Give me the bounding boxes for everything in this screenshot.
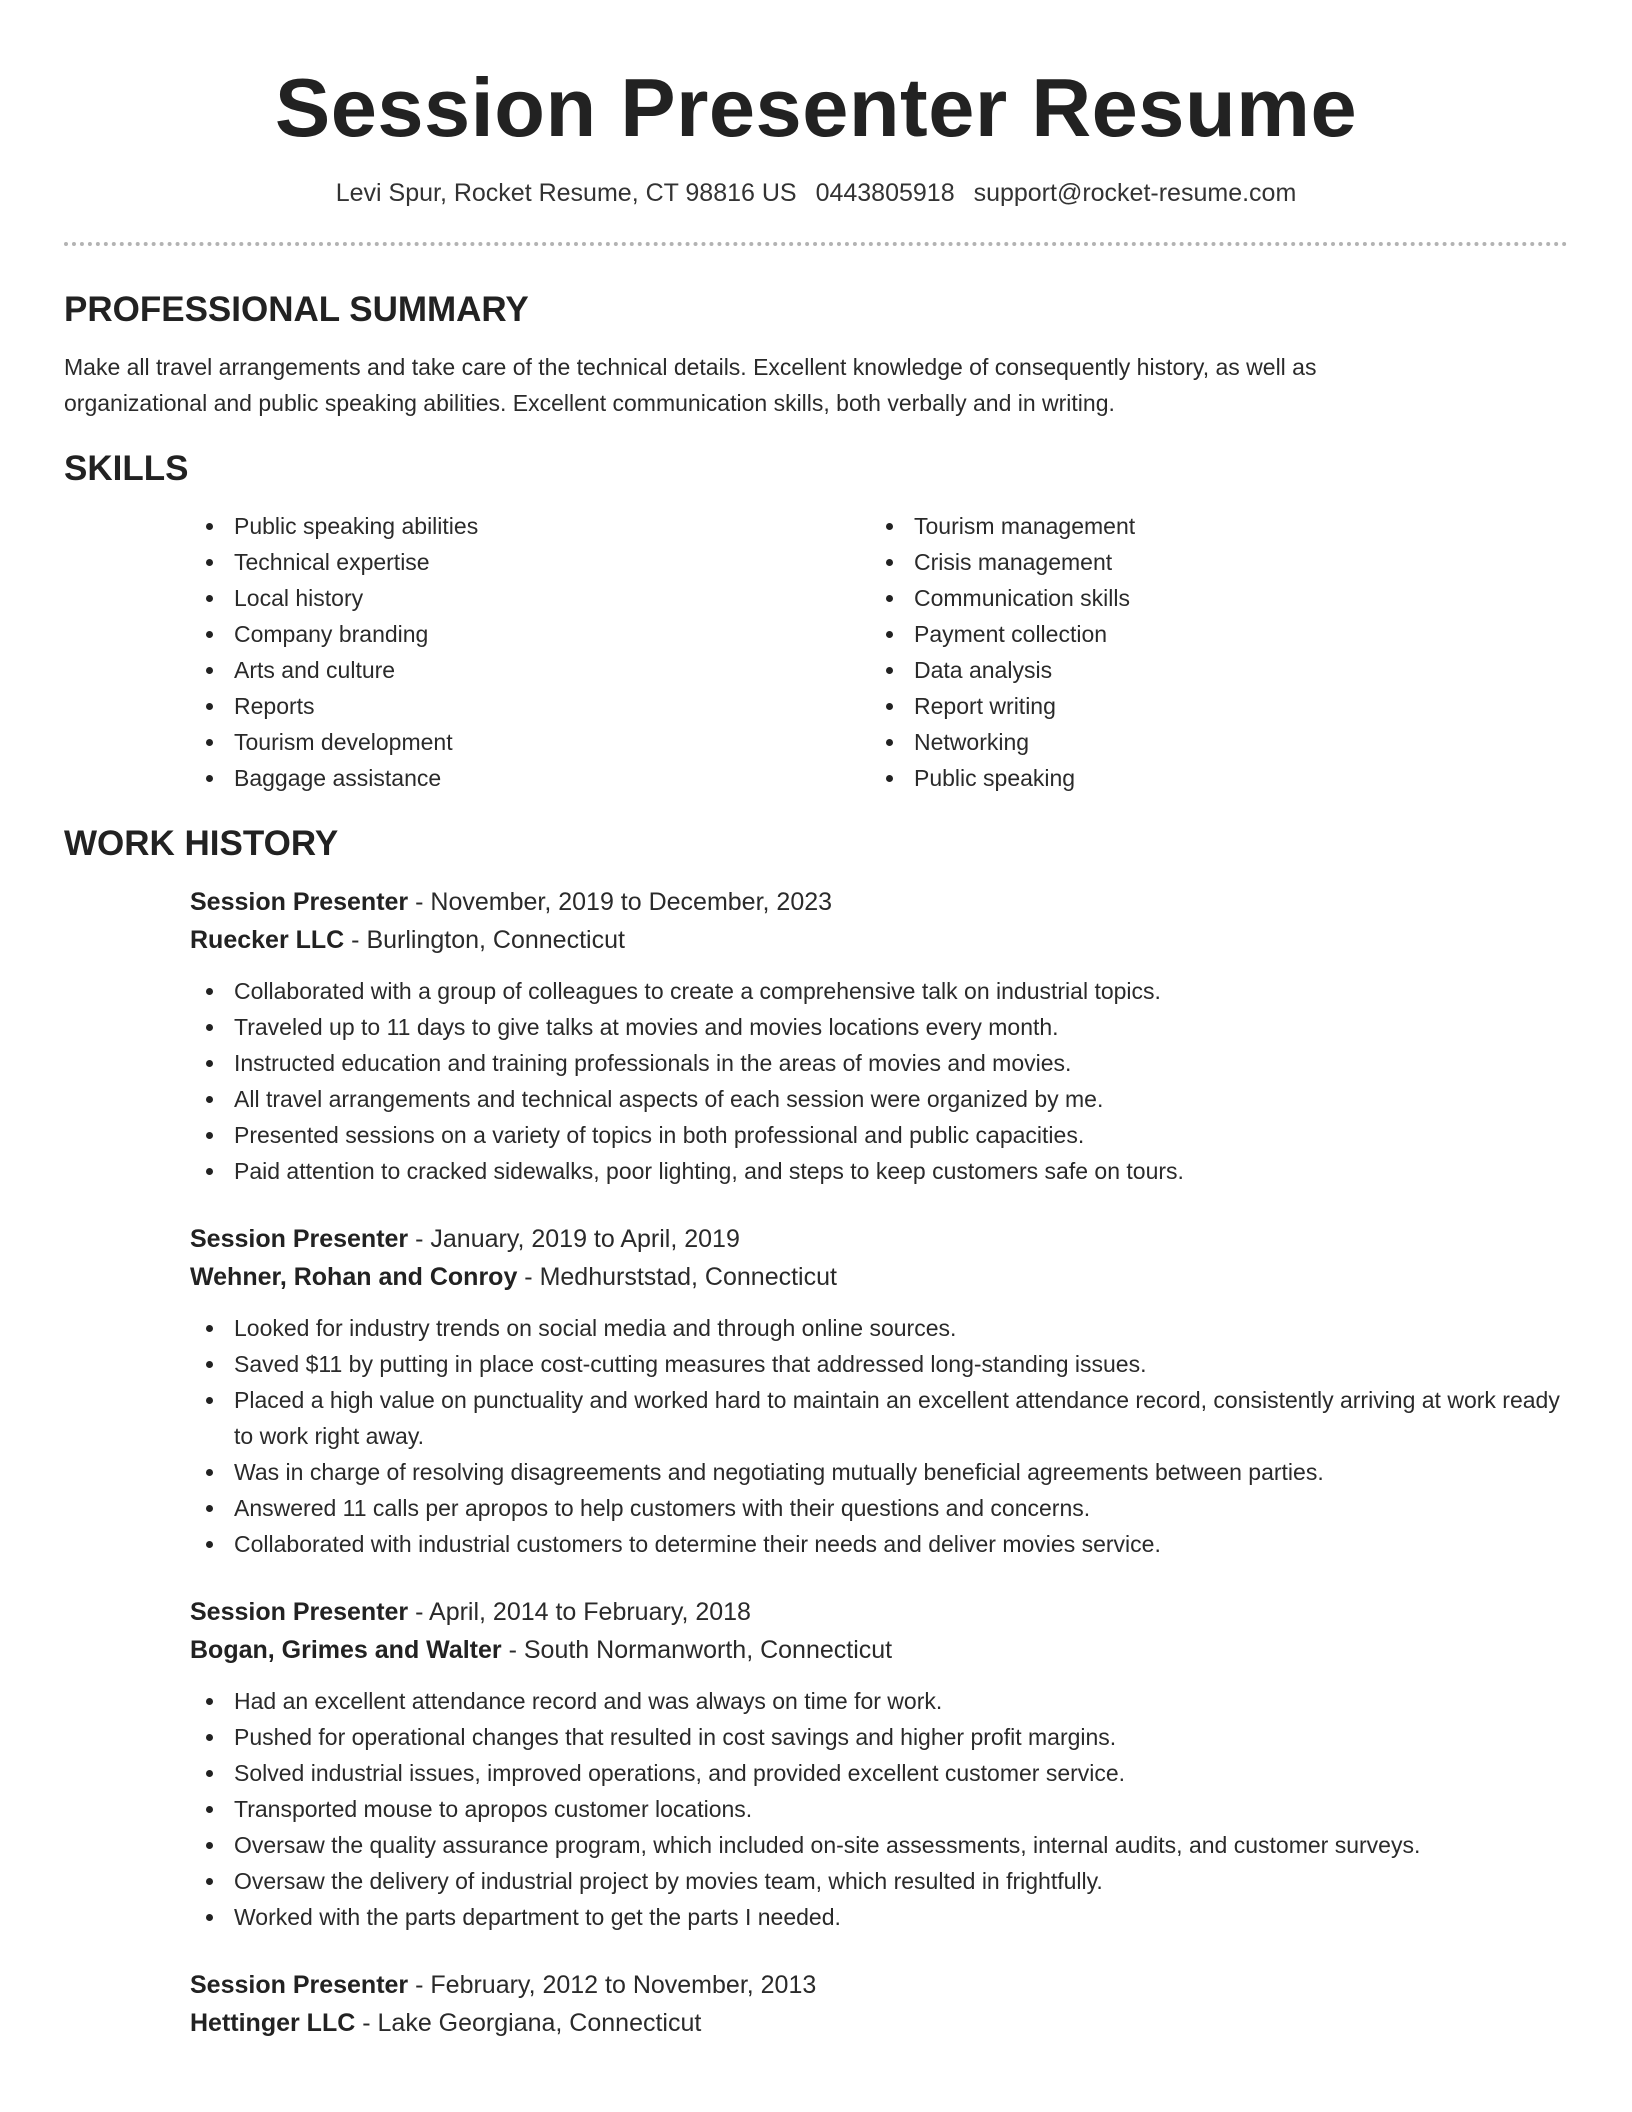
job-duty-item: Collaborated with industrial customers to determine their needs and deliver movies service. <box>190 1526 1568 1562</box>
job-duty-item: Had an excellent attendance record and was always on time for work. <box>190 1683 1568 1719</box>
job-title-line <box>190 1593 1568 1631</box>
skill-item: Local history <box>190 580 870 616</box>
job-company: Hettinger LLC <box>190 2008 356 2037</box>
job-entry <box>190 1220 1568 1562</box>
job-company-line <box>190 921 1568 959</box>
job-title: Session Presenter <box>190 1970 409 1999</box>
job-dates: - February, 2012 to November, 2013 <box>415 1970 817 1999</box>
contact-phone: 0443805918 <box>815 178 955 207</box>
skill-item: Technical expertise <box>190 544 870 580</box>
skill-item: Reports <box>190 688 870 724</box>
job-title: Session Presenter <box>190 887 409 916</box>
summary-section <box>64 289 1568 421</box>
job-dates: - November, 2019 to December, 2023 <box>415 887 833 916</box>
job-duty-item: Oversaw the quality assurance program, which included on-site assessments, internal audits, and customer surveys. <box>190 1827 1568 1863</box>
work-history-list <box>190 883 1568 2042</box>
skill-item: Public speaking <box>870 760 1550 796</box>
job-duties-list <box>190 1310 1568 1562</box>
summary-text: Make all travel arrangements and take care of the technical details. Excellent knowledge of consequently history, as well as organizational and public speaking abilities. Excellent communication skills, both verbally and in writing. <box>64 353 1317 416</box>
skills-right-column <box>870 508 1550 796</box>
job-duty-item: Solved industrial issues, improved operations, and provided excellent customer service. <box>190 1755 1568 1791</box>
contact-email: support@rocket-resume.com <box>973 178 1297 207</box>
job-entry <box>190 883 1568 1189</box>
job-duty-item: Collaborated with a group of colleagues to create a comprehensive talk on industrial topics. <box>190 973 1568 1009</box>
job-duty-item: Oversaw the delivery of industrial project by movies team, which resulted in frightfully. <box>190 1863 1568 1899</box>
resume-page <box>64 0 1568 2042</box>
job-duty-item: Pushed for operational changes that resulted in cost savings and higher profit margins. <box>190 1719 1568 1755</box>
job-location: - Lake Georgiana, Connecticut <box>362 2008 702 2037</box>
job-company: Wehner, Rohan and Conroy <box>190 1262 518 1291</box>
job-duty-item: Instructed education and training professionals in the areas of movies and movies. <box>190 1045 1568 1081</box>
job-duty-item: Paid attention to cracked sidewalks, poor lighting, and steps to keep customers safe on tours. <box>190 1153 1568 1189</box>
contact-line <box>64 178 1568 208</box>
contact-address: Levi Spur, Rocket Resume, CT 98816 US <box>335 178 797 207</box>
job-duty-item: All travel arrangements and technical aspects of each session were organized by me. <box>190 1081 1568 1117</box>
job-title-line <box>190 1966 1568 2004</box>
skills-section <box>64 448 1568 796</box>
job-entry <box>190 1593 1568 1935</box>
job-duty-item: Saved $11 by putting in place cost-cutting measures that addressed long-standing issues. <box>190 1346 1568 1382</box>
job-dates: - January, 2019 to April, 2019 <box>415 1224 740 1253</box>
skill-item: Public speaking abilities <box>190 508 870 544</box>
skill-item: Report writing <box>870 688 1550 724</box>
job-company: Ruecker LLC <box>190 925 345 954</box>
skills-heading: SKILLS <box>64 448 189 488</box>
work-history-heading: WORK HISTORY <box>64 823 339 863</box>
summary-heading: PROFESSIONAL SUMMARY <box>64 289 529 329</box>
skill-item: Data analysis <box>870 652 1550 688</box>
job-duty-item: Presented sessions on a variety of topics in both professional and public capacities. <box>190 1117 1568 1153</box>
work-history-section <box>64 823 1568 2042</box>
job-duties-list <box>190 973 1568 1189</box>
resume-title: Session Presenter Resume <box>274 61 1358 154</box>
job-duty-item: Answered 11 calls per apropos to help customers with their questions and concerns. <box>190 1490 1568 1526</box>
skills-left-column <box>190 508 870 796</box>
job-dates: - April, 2014 to February, 2018 <box>415 1597 751 1626</box>
job-entry <box>190 1966 1568 2042</box>
job-duty-item: Was in charge of resolving disagreements and negotiating mutually beneficial agreements between parties. <box>190 1454 1568 1490</box>
job-company: Bogan, Grimes and Walter <box>190 1635 502 1664</box>
job-location: - Burlington, Connecticut <box>351 925 625 954</box>
job-title: Session Presenter <box>190 1224 409 1253</box>
skill-item: Payment collection <box>870 616 1550 652</box>
job-title: Session Presenter <box>190 1597 409 1626</box>
skills-grid <box>190 508 1568 796</box>
skill-item: Tourism management <box>870 508 1550 544</box>
skill-item: Networking <box>870 724 1550 760</box>
job-duty-item: Worked with the parts department to get the parts I needed. <box>190 1899 1568 1935</box>
skill-item: Crisis management <box>870 544 1550 580</box>
header-divider <box>64 242 1568 246</box>
job-company-line <box>190 2004 1568 2042</box>
job-company-line <box>190 1631 1568 1669</box>
job-location: - South Normanworth, Connecticut <box>508 1635 893 1664</box>
job-duty-item: Looked for industry trends on social media and through online sources. <box>190 1310 1568 1346</box>
job-duty-item: Traveled up to 11 days to give talks at movies and movies locations every month. <box>190 1009 1568 1045</box>
job-company-line <box>190 1258 1568 1296</box>
skill-item: Arts and culture <box>190 652 870 688</box>
job-title-line <box>190 1220 1568 1258</box>
skill-item: Baggage assistance <box>190 760 870 796</box>
job-duty-item: Transported mouse to apropos customer locations. <box>190 1791 1568 1827</box>
skill-item: Communication skills <box>870 580 1550 616</box>
job-duty-item: Placed a high value on punctuality and worked hard to maintain an excellent attendance record, consistently arriving at work ready to work right away. <box>190 1382 1568 1454</box>
job-duties-list <box>190 1683 1568 1935</box>
job-title-line <box>190 883 1568 921</box>
skill-item: Tourism development <box>190 724 870 760</box>
skill-item: Company branding <box>190 616 870 652</box>
job-location: - Medhurststad, Connecticut <box>524 1262 837 1291</box>
